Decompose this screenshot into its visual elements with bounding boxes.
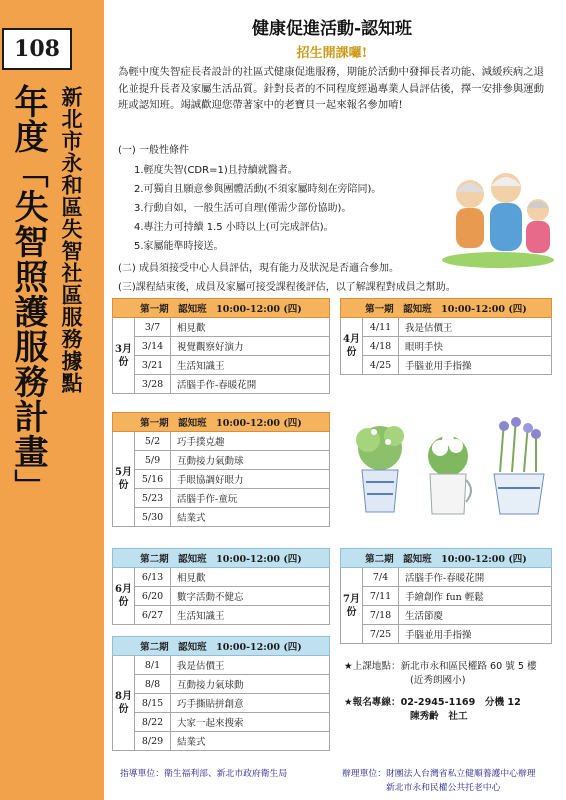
schedule-august [112,636,330,751]
activity-cell: 巧手撕貼拼創意 [171,694,330,713]
activity-cell: 活腦手作-春暖花開 [171,375,330,394]
schedule-header: 第一期 認知班 10:00-12:00 (四) [113,413,330,432]
date-cell: 4/25 [363,356,399,375]
activity-cell: 生活知識王 [171,606,330,625]
activity-cell: 生活節慶 [399,606,552,625]
schedule-header: 第二期 認知班 10:00-12:00 (四) [113,549,330,568]
date-cell: 4/11 [363,318,399,337]
condition-item-3: 3.行動自如，一般生活可自理(僅需少部份協助)。 [134,203,352,214]
date-cell: 8/8 [135,675,171,694]
activity-cell: 相見歡 [171,568,330,587]
date-cell: 7/25 [363,625,399,644]
schedule-june [112,548,330,625]
intro-paragraph: 為輕中度失智症長者設計的社區式健康促進服務，期能於活動中發揮長者功能、減緩疾病之退化並提升長者及家屬生活品質。針對長者的不同程度經過專業人員評估後，擇一安排參與運動班或認知班。竭誠歡迎您帶著家中的老寶貝一起來報名參加唷! [118,66,545,111]
month-label: 4月份 [341,318,363,375]
date-cell: 6/13 [135,568,171,587]
date-cell: 4/18 [363,337,399,356]
activity-cell: 手腦並用手指操 [399,356,552,375]
activity-cell: 我是估價王 [171,656,330,675]
schedule-april [340,298,552,375]
activity-cell: 數字活動不健忘 [171,587,330,606]
date-cell: 3/21 [135,356,171,375]
location-info: ★上課地點：新北市永和區民權路 60 號 5 樓 [344,661,537,672]
condition-2: (二) 成員須接受中心人員評估，現有能力及狀況是否適合參加。 [118,263,399,274]
conditions-heading: (一) 一般性條件 [118,145,189,156]
activity-cell: 結業式 [171,732,330,751]
condition-item-4: 4.專注力可持續 1.5 小時以上(可完成評估)。 [134,222,334,233]
condition-3: (三)課程結束後，成員及家屬可接受課程後評估，以了解課程對成員之幫助。 [118,282,456,293]
activity-cell: 結業式 [171,508,330,527]
schedule-header: 第一期 認知班 10:00-12:00 (四) [341,299,552,318]
organizer-unit-2: 新北市永和民權公共托老中心 [386,783,501,793]
date-cell: 5/9 [135,451,171,470]
date-cell: 8/22 [135,713,171,732]
schedule-header: 第二期 認知班 10:00-12:00 (四) [341,549,552,568]
date-cell: 5/30 [135,508,171,527]
activity-cell: 互動接力氣動球 [171,451,330,470]
date-cell: 3/14 [135,337,171,356]
activity-cell: 視覺觀察好演力 [171,337,330,356]
activity-cell: 我是估價王 [399,318,552,337]
condition-item-5: 5.家屬能準時接送。 [134,241,224,252]
activity-cell: 手繪創作 fun 輕鬆 [399,587,552,606]
activity-cell: 互動接力氣球動 [171,675,330,694]
date-cell: 3/28 [135,375,171,394]
date-cell: 6/27 [135,606,171,625]
date-cell: 8/1 [135,656,171,675]
date-cell: 5/23 [135,489,171,508]
date-cell: 8/15 [135,694,171,713]
date-cell: 6/20 [135,587,171,606]
page-subtitle: 招生開課囉! [296,46,368,61]
guidance-unit: 指導單位：衛生福利部、新北市政府衛生局 [120,769,288,779]
activity-cell: 大家一起來搜索 [171,713,330,732]
month-label: 8月份 [113,656,135,751]
schedule-header: 第一期 認知班 10:00-12:00 (四) [113,299,330,318]
month-label: 7月份 [341,568,363,644]
month-label: 5月份 [113,432,135,527]
activity-cell: 活腦手作-春暖花開 [399,568,552,587]
date-cell: 3/7 [135,318,171,337]
month-label: 6月份 [113,568,135,625]
activity-cell: 眼明手快 [399,337,552,356]
organizer-unit: 辦理單位：財團法人台灣省私立健順養護中心辦理 [342,769,536,779]
potted-plants-illustration [340,412,550,524]
activity-cell: 手腦並用手指操 [399,625,552,644]
side-banner [0,0,104,800]
condition-item-2: 2.可獨自且願意參與團體活動(不須家屬時刻在旁陪同)。 [134,184,382,195]
phone-info: ★報名專線：02-2945-1169 分機 12 [344,697,521,708]
activity-cell: 生活知識王 [171,356,330,375]
condition-item-1: 1.輕度失智(CDR=1)且持續就醫者。 [134,165,298,176]
date-cell: 7/11 [363,587,399,606]
page-title: 健康促進活動-認知班 [251,19,413,39]
activity-cell: 巧手撲克趣 [171,432,330,451]
schedule-march [112,298,330,394]
month-label: 3月份 [113,318,135,394]
activity-cell: 相見歡 [171,318,330,337]
schedule-header: 第二期 認知班 10:00-12:00 (四) [113,637,330,656]
banner-org-name: 新北市永和區失智社區服務據點 [59,86,84,394]
date-cell: 5/2 [135,432,171,451]
year-box: 108 [2,28,72,70]
schedule-may [112,412,330,527]
date-cell: 5/16 [135,470,171,489]
location-note: (近秀朗國小) [410,675,466,686]
banner-main-title: 年度「失智照護服務計畫」 [8,84,48,504]
date-cell: 7/18 [363,606,399,625]
schedule-july [340,548,552,644]
contact-person: 陳秀齡 社工 [410,711,468,722]
activity-cell: 手眼協調好眼力 [171,470,330,489]
date-cell: 8/29 [135,732,171,751]
elders-illustration [440,164,556,268]
activity-cell: 活腦手作-童玩 [171,489,330,508]
date-cell: 7/4 [363,568,399,587]
